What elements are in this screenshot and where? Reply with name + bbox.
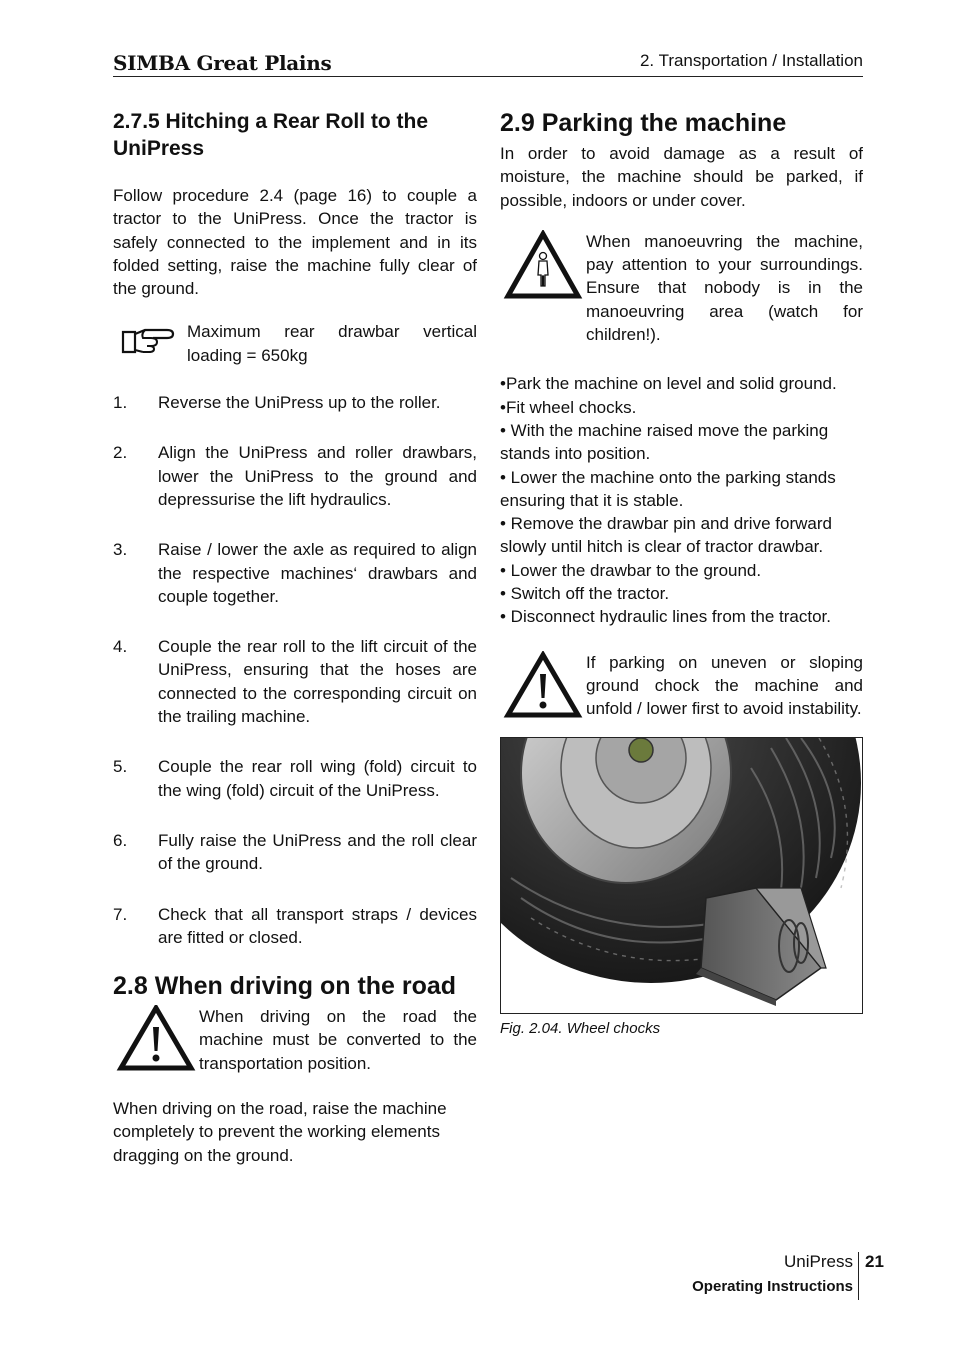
heading-2-9: 2.9 Parking the machine [500,109,787,137]
road-paragraph: When driving on the road, raise the machine completely to prevent the working elements dragging on the ground. [113,1099,447,1165]
list-item: • Lower the drawbar to the ground. [500,560,762,580]
wheel-chock-illustration [501,738,862,1013]
list-item: • Remove the drawbar pin and drive forward slowly until hitch is clear of tractor drawbar. [500,514,832,557]
note-block [113,320,477,367]
page-footer [692,1252,859,1300]
right-column [500,108,863,1037]
uneven-ground-warning-block [500,651,863,721]
footer-product: UniPress [784,1252,853,1271]
list-item: •Fit wheel chocks. [500,397,637,417]
list-item: 7. Check that all transport straps / devices are fitted or closed. [113,904,477,947]
parking-bullets [500,372,863,628]
uneven-ground-warning-text: If parking on uneven or sloping ground chock the machine and unfold / lower first to avoid instability. [586,652,863,719]
page-header [113,48,863,77]
hitching-intro: Follow procedure 2.4 (page 16) to couple a tractor to the UniPress. Once the tractor is safely connected to the implement and in its folded setting, raise the machine fully clear of the ground. [113,186,477,299]
warning-triangle-icon [113,1005,199,1071]
list-item: • Switch off the tractor. [500,584,670,604]
list-item: 3. Raise / lower the axle as required to align the respective machines‘ drawbars and couple together. [113,540,477,606]
parking-intro: In order to avoid damage as a result of moisture, the machine should be parked, if possible, indoors or under cover. [500,144,863,210]
figure-caption: Fig. 2.04. Wheel chocks [500,1019,661,1037]
drawbar-loading-note: Maximum rear drawbar vertical loading = 650kg [187,322,477,365]
list-item: 1. Reverse the UniPress up to the roller. [113,393,441,413]
brand-logo: SIMBA Great Plains [113,51,332,75]
road-warning-block [113,1005,477,1075]
wheel-chock-figure [500,737,863,1014]
list-item: 6. Fully raise the UniPress and the roll clear of the ground. [113,830,477,874]
warning-triangle-icon [500,651,586,719]
page-number: 21 [865,1252,884,1271]
surroundings-warning-text: When manoeuvring the machine, pay attention to your surroundings. Ensure that nobody is in the manoeuvring area (watch for children!). [586,231,863,345]
road-warning-text: When driving on the road the machine must be converted to the transportation position. [199,1007,477,1073]
list-item: 2. Align the UniPress and roller drawbars, lower the UniPress to the ground and depressurise the lift hydraulics. [113,443,477,509]
list-item: • Lower the machine onto the parking stands ensuring that it is stable. [500,467,836,510]
person-warning-icon [500,230,586,300]
hitching-steps [113,391,477,949]
list-item: 4. Couple the rear roll to the lift circuit of the UniPress, ensuring that the hoses are connected to the corresponding circuit on the trailing machine. [113,637,477,727]
list-item: • Disconnect hydraulic lines from the tractor. [500,607,831,627]
left-column [113,108,477,1167]
list-item: • With the machine raised move the parking stands into position. [500,420,829,464]
list-item: 5. Couple the rear roll wing (fold) circuit to the wing (fold) circuit of the UniPress. [113,757,477,800]
surroundings-warning-block [500,230,863,346]
heading-2-8: 2.8 When driving on the road [113,972,457,1001]
heading-2-7-5: 2.7.5 Hitching a Rear Roll to the UniPress [113,110,429,160]
footer-subtitle: Operating Instructions [692,1278,853,1295]
pointing-hand-icon [113,322,187,360]
list-item: •Park the machine on level and solid ground. [500,374,837,394]
section-label: 2. Transportation / Installation [639,51,863,70]
